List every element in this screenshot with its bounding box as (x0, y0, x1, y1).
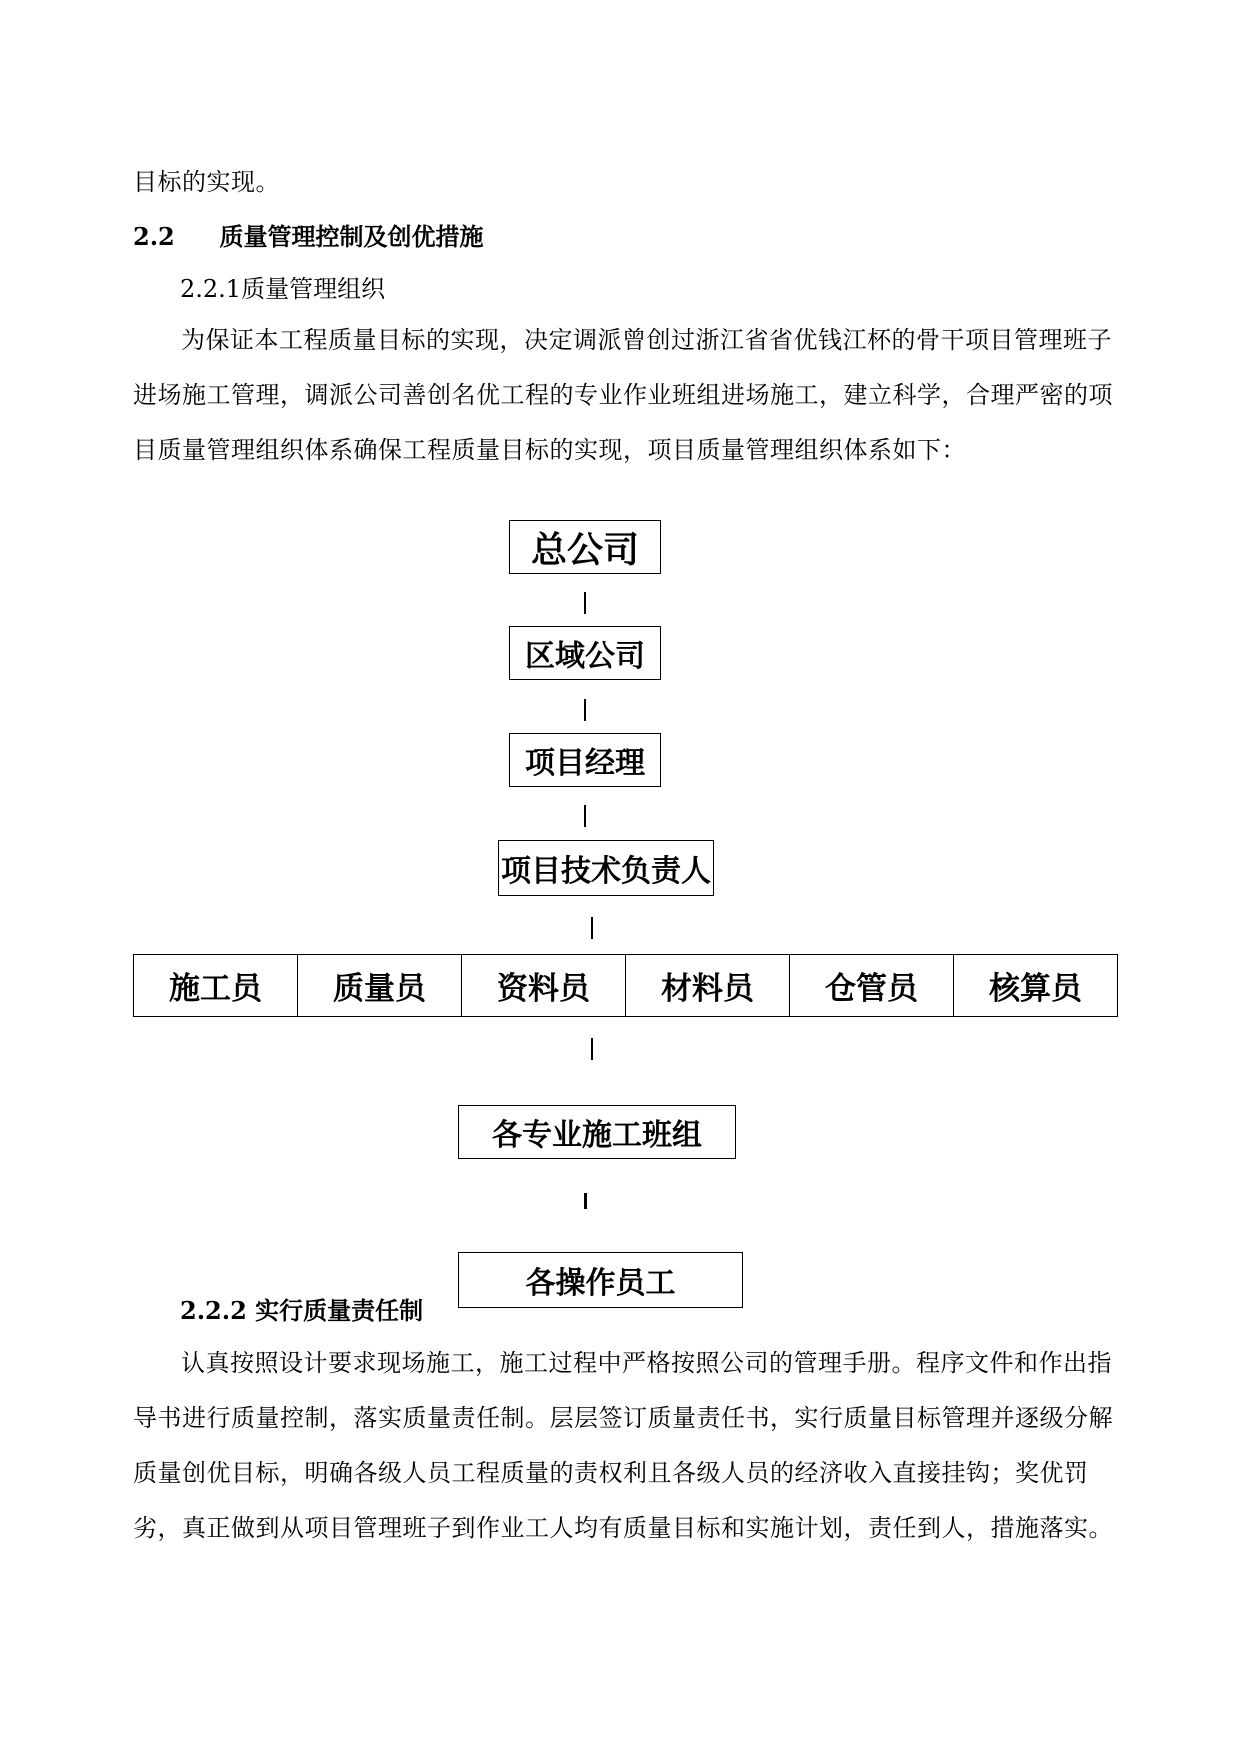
org-node-work-teams: 各专业施工班组 (458, 1105, 736, 1159)
section-2-2-heading (133, 222, 483, 252)
section-2-2-2-heading: 2.2.2 实行质量责任制 (180, 1296, 424, 1325)
org-node-project-manager: 项目经理 (509, 733, 661, 787)
org-connector (584, 699, 586, 721)
org-node-regional-company: 区域公司 (509, 626, 661, 680)
paragraph-organization: 为保证本工程质量目标的实现，决定调派曾创过浙江省省优钱江杯的骨干项目管理班子进场施工管理，调派公司善创名优工程的专业作业班组进场施工，建立科学，合理严密的项目质量管理组织体系确保工程质量目标的实现，项目质量管理组织体系如下： (133, 326, 1113, 464)
org-node-operators: 各操作员工 (458, 1252, 743, 1308)
org-staff-row (133, 954, 1118, 1017)
org-staff-accounting: 核算员 (953, 955, 1117, 1016)
section-2-2-title: 质量管理控制及创优措施 (219, 222, 484, 251)
org-connector (591, 1038, 593, 1060)
org-staff-warehouse: 仓管员 (789, 955, 953, 1016)
paragraph-responsibility: 认真按照设计要求现场施工，施工过程中严格按照公司的管理手册。程序文件和作出指导书进行质量控制，落实质量责任制。层层签订质量责任书，实行质量目标管理并逐级分解质量创优目标，明确各级人员工程质量的责权利且各级人员的经济收入直接挂钩；奖优罚劣，真正做到从项目管理班子到作业工人均有质量目标和实施计划，责任到人，措施落实。 (133, 1349, 1113, 1542)
org-node-head-company: 总公司 (509, 520, 661, 574)
org-connector (584, 1193, 587, 1209)
section-2-2-number: 2.2 (133, 222, 175, 251)
org-connector (584, 592, 586, 614)
section-2-2-1-heading: 2.2.1质量管理组织 (180, 275, 386, 303)
org-node-technical-lead: 项目技术负责人 (498, 840, 714, 896)
org-connector (584, 805, 586, 827)
org-connector (591, 917, 593, 939)
org-staff-materials: 材料员 (625, 955, 789, 1016)
intro-line: 目标的实现。 (133, 168, 280, 196)
org-staff-documents: 资料员 (461, 955, 625, 1016)
org-staff-construction: 施工员 (169, 971, 262, 1007)
org-staff-quality: 质量员 (297, 955, 461, 1016)
